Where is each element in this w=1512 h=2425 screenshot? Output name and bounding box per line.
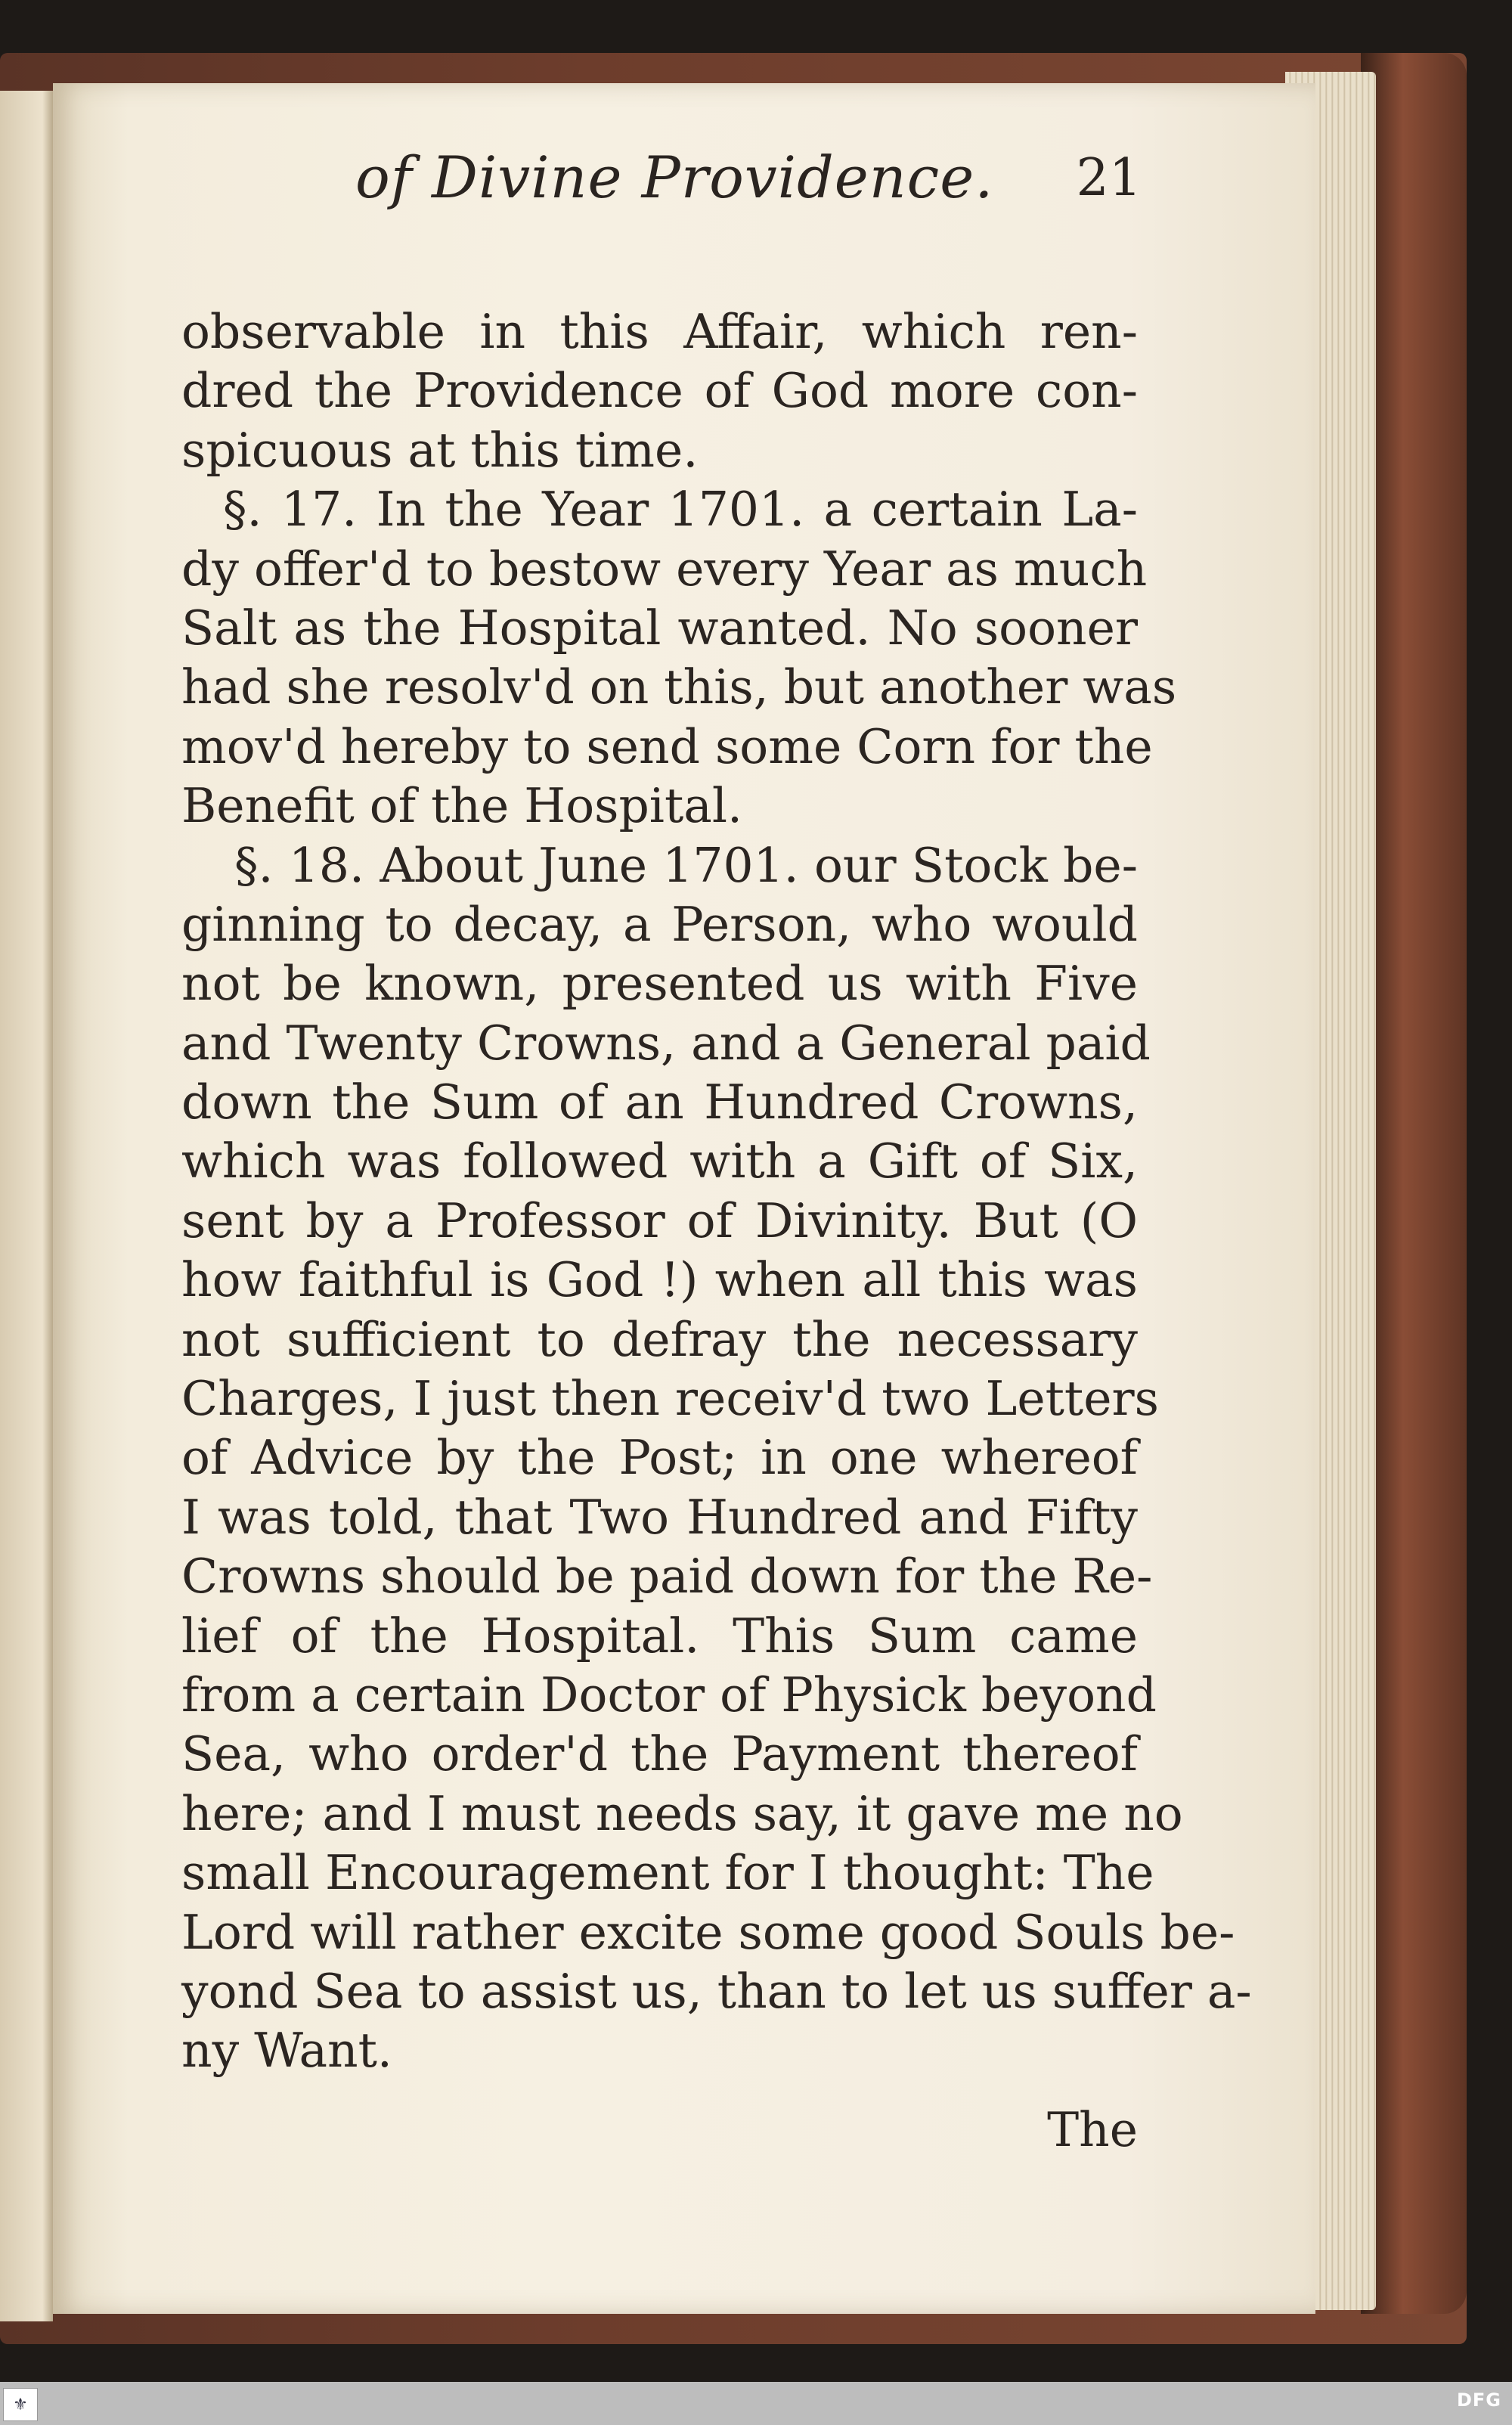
text-line: Crowns should be paid down for the Re- (181, 1549, 1153, 1605)
text-line: I was told, that Two Hundred and Fifty (181, 1489, 1138, 1545)
text-line: §. 18. About June 1701. our Stock be- (234, 837, 1138, 893)
body-text (181, 302, 1252, 2081)
text-line: had she resolv'd on this, but another was (181, 659, 1177, 715)
text-line: how faithful is God !) when all this was (181, 1252, 1138, 1308)
text-line: Lord will rather excite some good Souls be- (181, 1904, 1235, 1960)
text-line: dy offer'd to bestow every Year as much (181, 541, 1148, 597)
text-line: and Twenty Crowns, and a General paid (181, 1015, 1151, 1071)
text-line: mov'd hereby to send some Corn for the (181, 718, 1153, 774)
text-line: sent by a Professor of Divinity. But (O (181, 1192, 1138, 1248)
text-line: here; and I must needs say, it gave me no (181, 1785, 1183, 1841)
text-line: Charges, I just then receiv'd two Letters (181, 1371, 1159, 1427)
page-number: 21 (1076, 148, 1142, 208)
dfg-mark: DFG (1456, 2389, 1501, 2411)
text-line: spicuous at this time. (181, 422, 699, 478)
text-line: dred the Providence of God more con- (181, 363, 1138, 419)
text-line: §. 17. In the Year 1701. a certain La- (223, 482, 1138, 538)
text-line: which was followed with a Gift of Six, (181, 1133, 1138, 1189)
book-spine-edge (1361, 53, 1467, 2314)
text-line: ginning to decay, a Person, who would (181, 896, 1138, 952)
text-line: small Encouragement for I thought: The (181, 1845, 1154, 1901)
viewer-footer-bar (0, 2382, 1512, 2425)
running-title: of Divine Providence. (355, 144, 994, 211)
previous-page-edge (0, 91, 53, 2321)
text-line: not sufficient to defray the necessary (181, 1311, 1138, 1367)
text-line: not be known, presented us with Five (181, 956, 1138, 1012)
text-line: of Advice by the Post; in one whereof (181, 1430, 1138, 1486)
text-line: down the Sum of an Hundred Crowns, (181, 1075, 1138, 1130)
page-header (355, 144, 1142, 234)
catchword: The (1047, 2102, 1138, 2157)
text-line: ny Want. (181, 2023, 392, 2079)
text-line: Salt as the Hospital wanted. No sooner (181, 600, 1138, 656)
text-line: lief of the Hospital. This Sum came (181, 1608, 1138, 1664)
text-line: Sea, who order'd the Payment thereof (181, 1726, 1138, 1782)
library-logo-icon: ⚜ (3, 2388, 38, 2421)
text-line: yond Sea to assist us, than to let us suffer a- (181, 1963, 1252, 2019)
text-line: observable in this Affair, which ren- (181, 304, 1138, 359)
text-line: Benefit of the Hospital. (181, 778, 743, 834)
text-line: from a certain Doctor of Physick beyond (181, 1667, 1157, 1723)
